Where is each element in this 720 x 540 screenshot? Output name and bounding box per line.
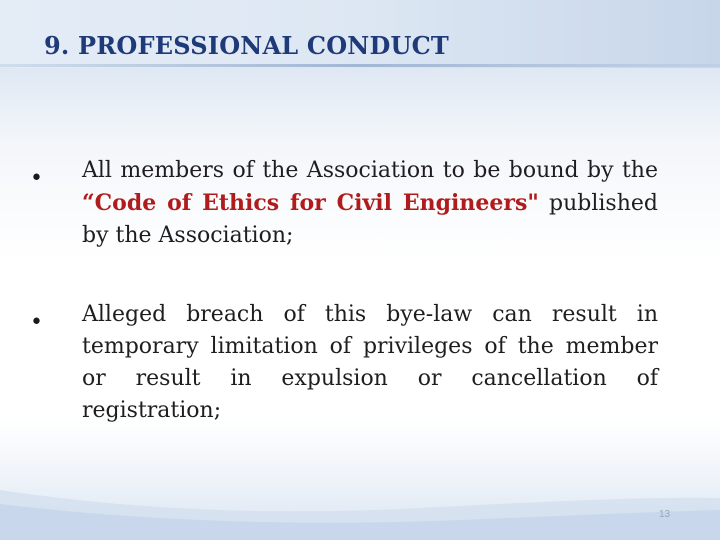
bullet-marker: • <box>30 310 43 335</box>
bullet-item-breach: Alleged breach of this bye-law can result in temporary limitation of privileges of the member or result in expulsion or cancellation of registration; <box>82 302 658 423</box>
item-text-before: All members of the Association to be bound by the <box>82 158 658 183</box>
bottom-swoosh-decoration <box>0 480 720 540</box>
code-of-ethics-emphasis: “Code of Ethics for Civil Engineers" <box>82 190 539 216</box>
bullet-item-code-of-ethics <box>82 155 658 252</box>
bullet-marker: • <box>30 166 43 191</box>
page-number: 13 <box>659 509 671 520</box>
slide-title: 9. PROFESSIONAL CONDUCT <box>44 31 449 60</box>
item-text-after: published by the Association; <box>82 191 658 248</box>
